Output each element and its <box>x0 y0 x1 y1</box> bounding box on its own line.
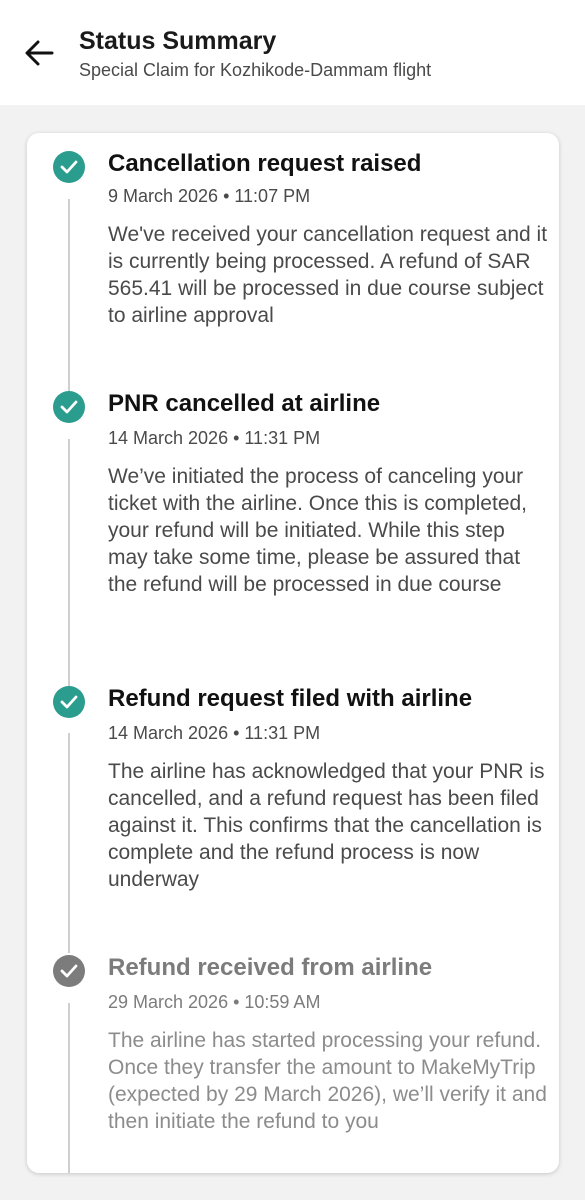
step-description: The airline has acknowledged that your PNR is cancelled, and a refund request has been filed against it. This confirms that the cancellation is complete and the refund process is now underway <box>108 760 545 891</box>
timeline-connector <box>68 1003 70 1173</box>
timeline-connector <box>68 199 70 393</box>
status-timeline-card[interactable] <box>27 133 559 1173</box>
step-title: Refund request filed with airline <box>108 685 473 712</box>
step-title: Refund received from airline <box>108 954 433 981</box>
back-button[interactable] <box>18 32 60 74</box>
timeline-connector <box>68 733 70 953</box>
check-circle-icon <box>53 686 85 718</box>
step-title: PNR cancelled at airline <box>108 390 381 417</box>
check-circle-icon <box>53 391 85 423</box>
page-title: Status Summary <box>79 27 277 55</box>
step-title: Cancellation request raised <box>108 150 422 177</box>
back-arrow-icon <box>24 40 54 66</box>
step-description: We've received your cancellation request and it is currently being processed. A refund of SAR 565.41 will be processed in due course subject to airline approval <box>108 223 548 327</box>
step-description: We’ve initiated the process of canceling your ticket with the airline. Once this is completed, your refund will be initiated. While this step may take some time, please be assured that the refund will be processed in due course <box>108 465 528 596</box>
app-header <box>0 0 585 105</box>
check-circle-icon <box>53 151 85 183</box>
page-subtitle: Special Claim for Kozhikode-Dammam flight <box>79 60 432 80</box>
step-description: The airline has started processing your refund. Once they transfer the amount to MakeMyTrip (expected by 29 March 2026), we’ll verify it and then initiate the refund to you <box>108 1029 547 1133</box>
step-date: 9 March 2026 • 11:07 PM <box>108 186 311 206</box>
step-date: 14 March 2026 • 11:31 PM <box>108 428 321 448</box>
timeline-connector <box>68 439 70 687</box>
step-date: 14 March 2026 • 11:31 PM <box>108 723 321 743</box>
check-circle-icon <box>53 955 85 987</box>
step-date: 29 March 2026 • 10:59 AM <box>108 992 321 1012</box>
